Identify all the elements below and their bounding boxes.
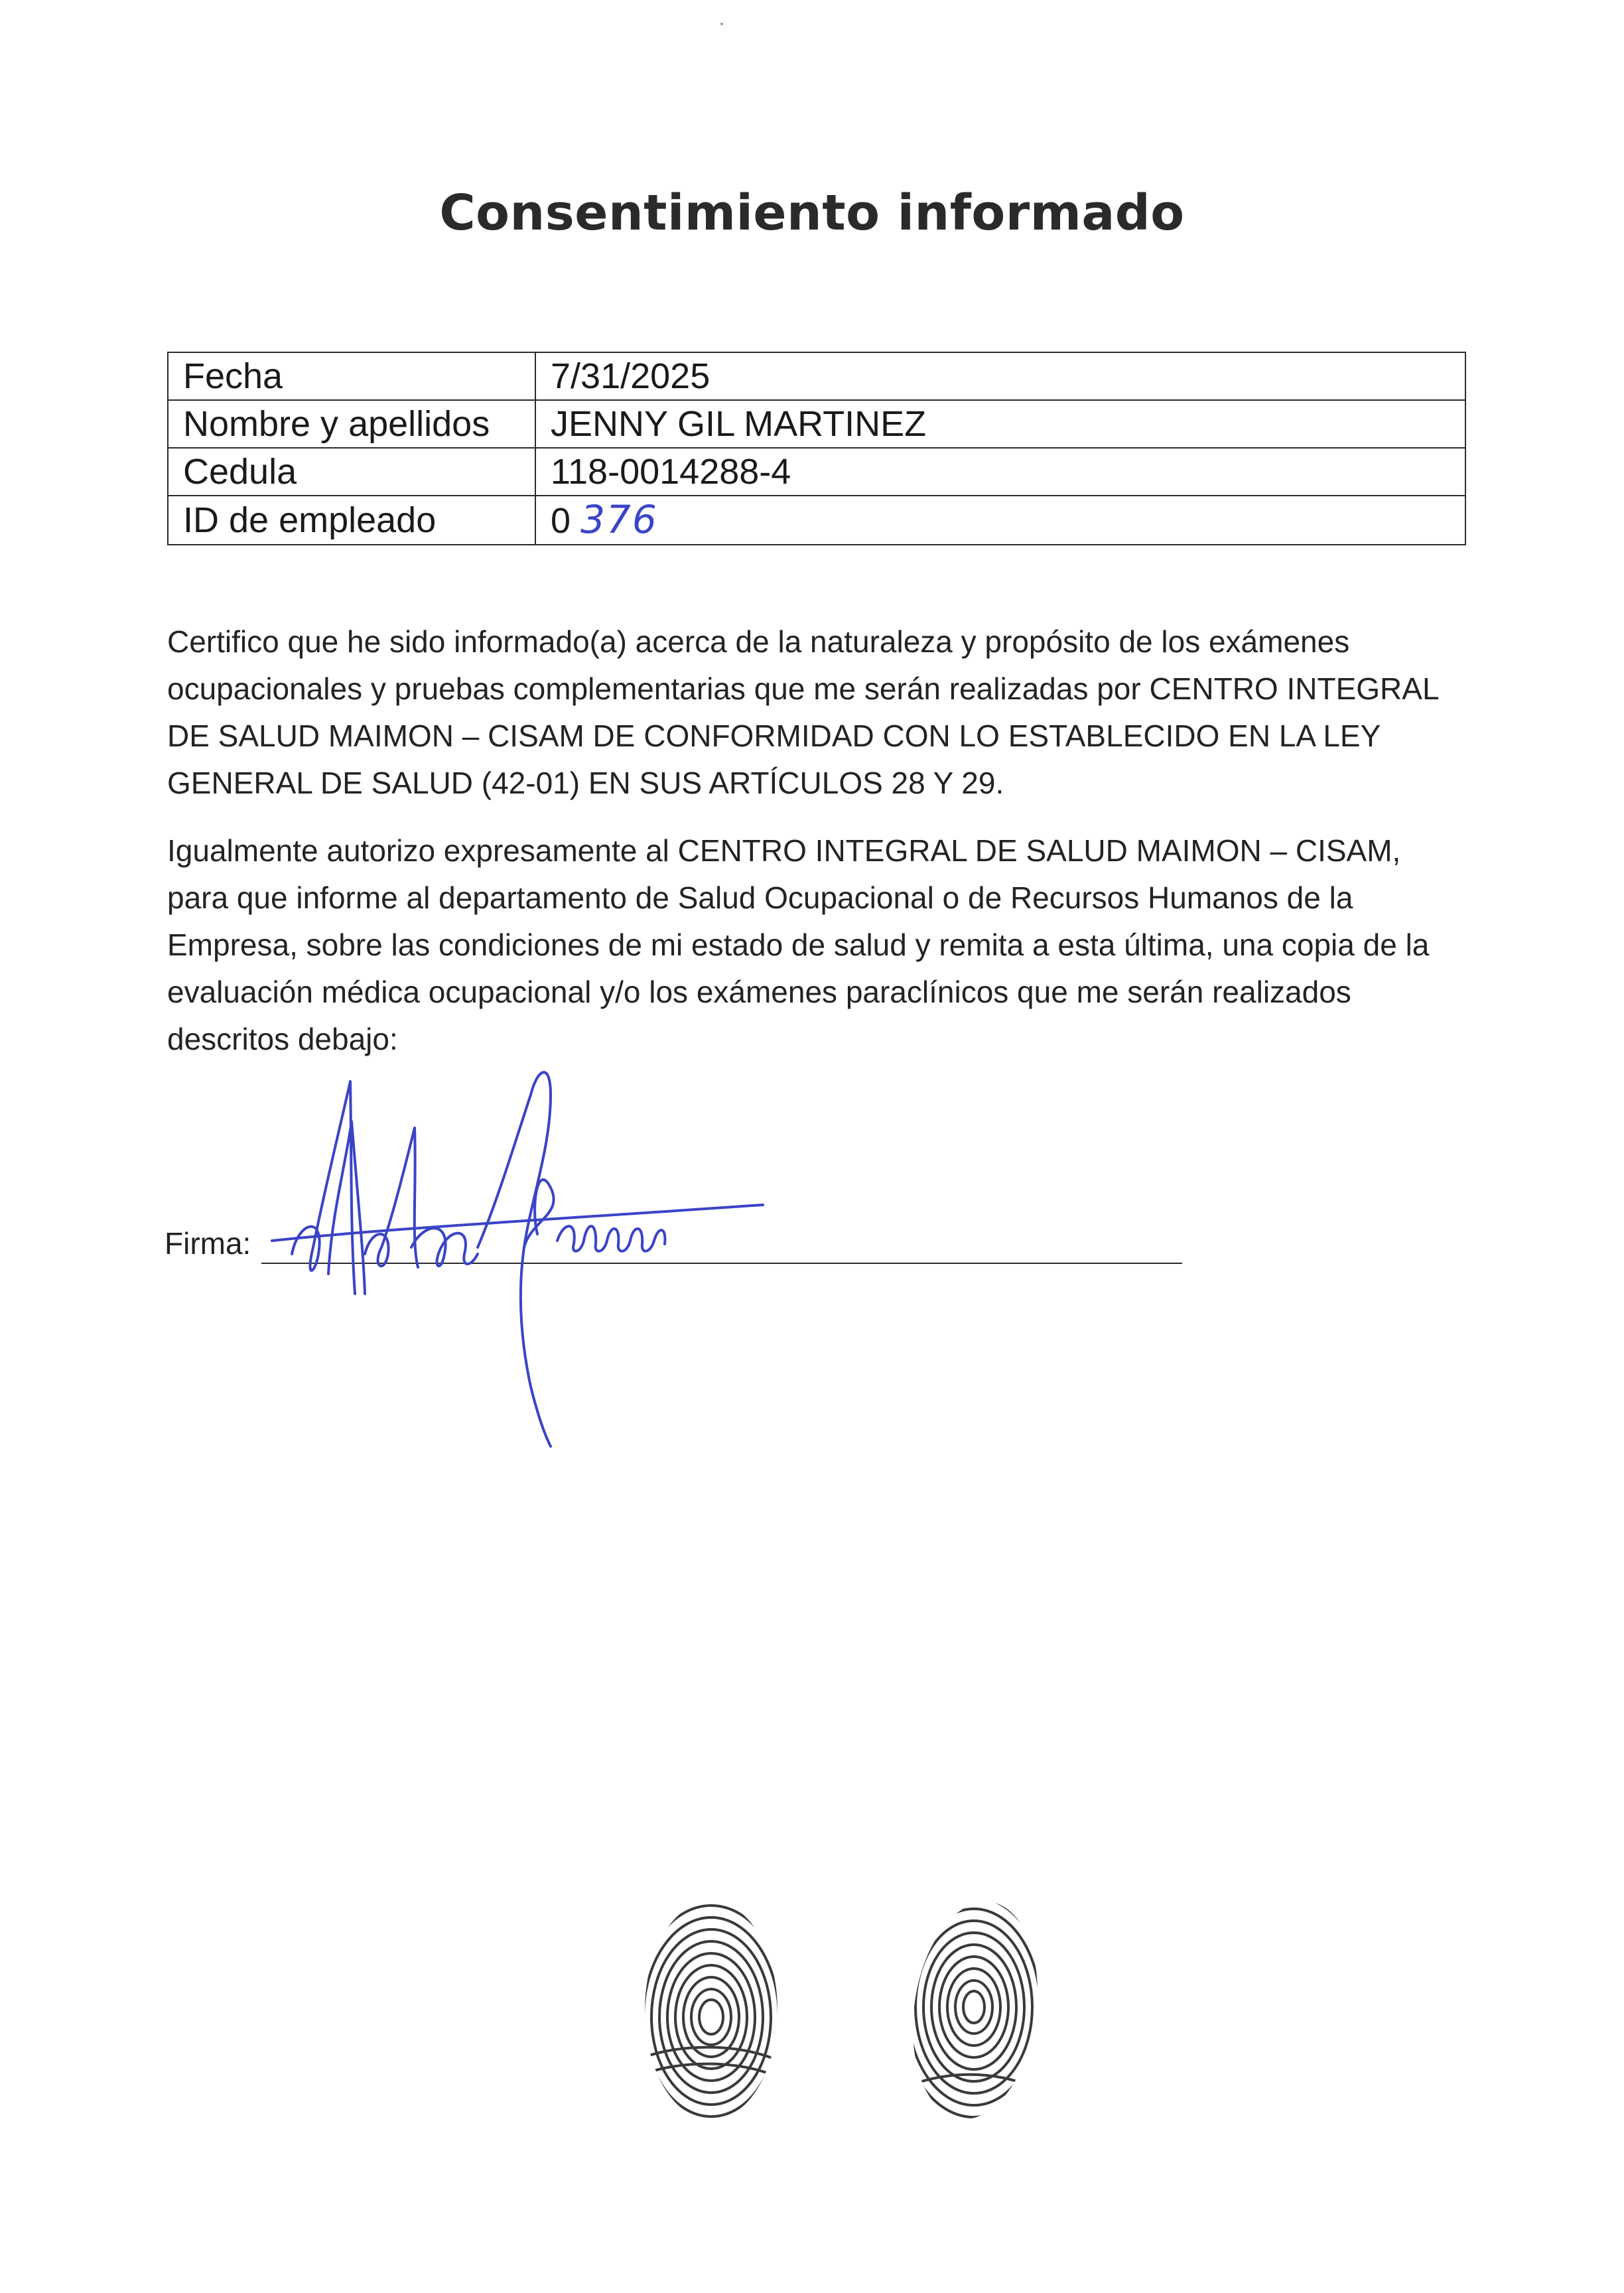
handwritten-signature-icon	[252, 1055, 796, 1453]
consent-paragraph-2: Igualmente autorizo expresamente al CENTRO INTEGRAL DE SALUD MAIMON – CISAM, para que informe al departamento de Salud Ocupacional o de Recursos Humanos de la Empresa, sobre las condiciones de mi estado de salud y remita a esta última, una copia de la evaluación médica ocupacional y/o los exámenes paraclínicos que me serán realizados descritos debajo:	[167, 833, 1430, 1056]
table-label-nombre: Nombre y apellidos	[168, 400, 535, 448]
scan-speck	[720, 23, 723, 25]
signature-label: Firma:	[165, 1226, 251, 1261]
table-label-id-empleado: ID de empleado	[168, 496, 535, 545]
table-label-cedula: Cedula	[168, 448, 535, 496]
consent-paragraph-1: Certifico que he sido informado(a) acerca de la naturaleza y propósito de los exámenes ocupacionales y pruebas complementarias que me serán realizadas por CENTRO INTEGRAL DE SALUD MAIMON – CISAM DE CONFORMIDAD CON LO ESTABLECIDO EN LA LEY GENERAL DE SALUD (42-01) EN SUS ARTÍCULOS 28 Y 29.	[167, 624, 1438, 800]
id-printed-prefix: 0	[551, 501, 571, 541]
table-value-fecha: 7/31/2025	[535, 352, 1465, 400]
id-handwritten-digits: 376	[580, 497, 658, 542]
fingerprint-icon	[632, 1891, 791, 2130]
table-row	[168, 496, 1465, 545]
table-value-cedula: 118-0014288-4	[535, 448, 1465, 496]
table-row	[168, 400, 1465, 448]
table-row	[168, 448, 1465, 496]
page-title: Consentimiento informado	[439, 184, 1185, 242]
table-row	[168, 352, 1465, 400]
fingerprint-icon	[896, 1891, 1055, 2130]
table-value-nombre: JENNY GIL MARTINEZ	[535, 400, 1465, 448]
table-label-fecha: Fecha	[168, 352, 535, 400]
table-value-id-empleado	[535, 496, 1465, 545]
info-table	[167, 352, 1466, 545]
